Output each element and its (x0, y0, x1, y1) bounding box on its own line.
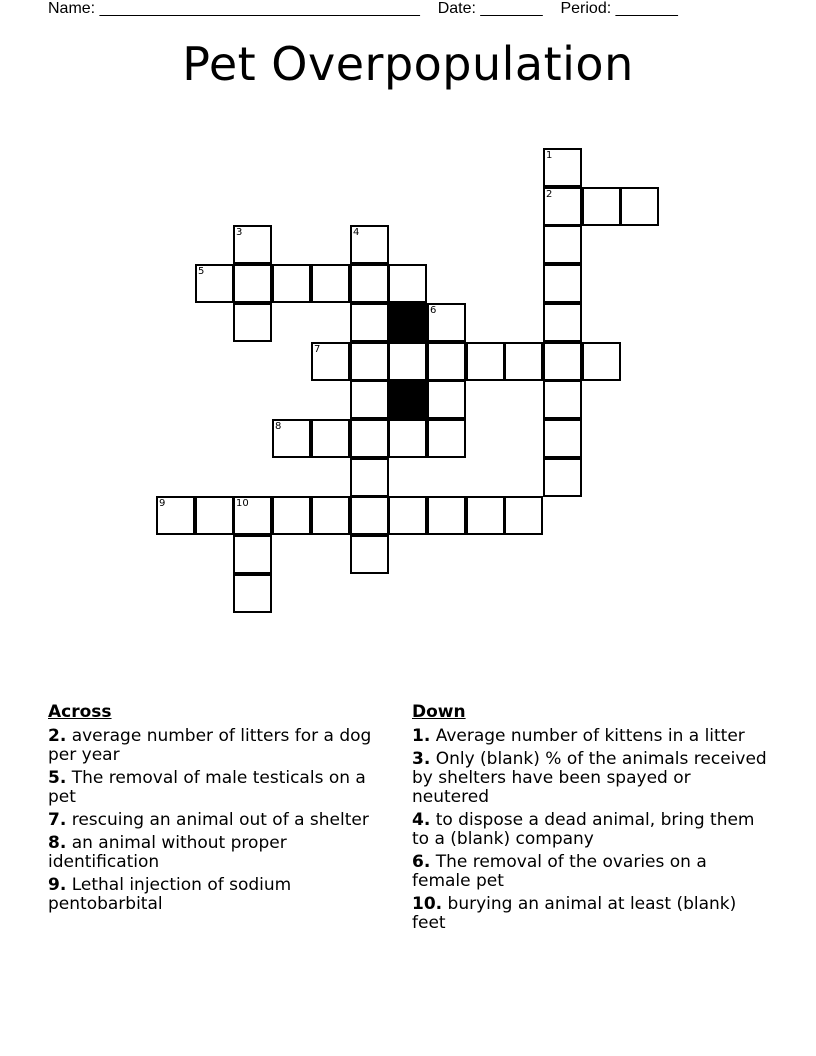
clue-text: an animal without proper identification (48, 833, 287, 872)
grid-cell[interactable] (543, 458, 582, 497)
grid-cell[interactable] (350, 458, 389, 497)
grid-cell[interactable] (233, 264, 272, 303)
grid-cell[interactable] (233, 496, 272, 535)
grid-cell[interactable] (504, 342, 543, 381)
grid-cell[interactable] (350, 342, 389, 381)
grid-cell[interactable] (620, 187, 659, 226)
grid-cell[interactable] (233, 574, 272, 613)
clue-number: 1. (412, 726, 431, 746)
clue-text: rescuing an animal out of a shelter (71, 810, 369, 830)
grid-cell[interactable] (156, 496, 195, 535)
clue-across-8 (48, 834, 390, 872)
clue-across-7 (48, 811, 390, 830)
grid-cell[interactable] (195, 264, 234, 303)
clue-down-6 (412, 853, 768, 891)
grid-cell[interactable] (543, 225, 582, 264)
grid-cell[interactable] (388, 496, 427, 535)
cell-number: 3 (236, 227, 243, 238)
down-clues (412, 702, 768, 937)
grid-cell[interactable] (350, 225, 389, 264)
grid-cell[interactable] (427, 419, 466, 458)
clue-text: Average number of kittens in a litter (435, 726, 745, 746)
clue-across-2 (48, 727, 390, 765)
grid-cell[interactable] (350, 535, 389, 574)
clue-number: 8. (48, 833, 67, 853)
clue-down-10 (412, 895, 768, 933)
across-clues (48, 702, 390, 918)
clue-number: 9. (48, 875, 67, 895)
clue-number: 7. (48, 810, 67, 830)
grid-cell[interactable] (543, 148, 582, 187)
grid-cell[interactable] (388, 342, 427, 381)
grid-cell[interactable] (543, 380, 582, 419)
clue-number: 4. (412, 810, 431, 830)
blocked-cell (388, 303, 427, 342)
grid-cell[interactable] (582, 187, 621, 226)
student-info-header (48, 0, 768, 18)
puzzle-title: Pet Overpopulation (182, 37, 634, 91)
cell-number: 10 (236, 498, 249, 509)
grid-cell[interactable] (427, 380, 466, 419)
down-heading: Down (412, 702, 466, 722)
cell-number: 6 (430, 305, 437, 316)
clue-number: 2. (48, 726, 67, 746)
grid-cell[interactable] (543, 303, 582, 342)
grid-cell[interactable] (311, 264, 350, 303)
grid-cell[interactable] (543, 342, 582, 381)
clue-down-1 (412, 727, 768, 746)
clue-text: burying an animal at least (blank) feet (412, 894, 737, 933)
clue-down-4 (412, 811, 768, 849)
period-field-label[interactable]: Period: _______ (560, 0, 678, 17)
grid-cell[interactable] (543, 419, 582, 458)
grid-cell[interactable] (272, 419, 311, 458)
grid-cell[interactable] (543, 187, 582, 226)
date-field-label[interactable]: Date: _______ (437, 0, 543, 17)
grid-cell[interactable] (233, 535, 272, 574)
cell-number: 5 (198, 266, 205, 277)
clue-number: 6. (412, 852, 431, 872)
across-heading: Across (48, 702, 112, 722)
grid-cell[interactable] (427, 303, 466, 342)
grid-cell[interactable] (233, 225, 272, 264)
grid-cell[interactable] (466, 342, 505, 381)
clue-text: The removal of male testicals on a pet (48, 768, 366, 807)
cell-number: 8 (275, 421, 282, 432)
clue-text: The removal of the ovaries on a female pet (412, 852, 707, 891)
grid-cell[interactable] (272, 264, 311, 303)
cell-number: 9 (159, 498, 166, 509)
cell-number: 7 (314, 344, 321, 355)
grid-cell[interactable] (582, 342, 621, 381)
clue-text: Only (blank) % of the animals received by shelters have been spayed or neutered (412, 749, 767, 807)
blocked-cell (388, 380, 427, 419)
grid-cell[interactable] (311, 496, 350, 535)
clue-number: 3. (412, 749, 431, 769)
cell-number: 4 (353, 227, 360, 238)
clue-text: average number of litters for a dog per year (48, 726, 372, 765)
clue-text: Lethal injection of sodium pentobarbital (48, 875, 292, 914)
grid-cell[interactable] (350, 380, 389, 419)
grid-cell[interactable] (311, 419, 350, 458)
grid-cell[interactable] (350, 419, 389, 458)
cell-number: 1 (546, 150, 553, 161)
grid-cell[interactable] (388, 419, 427, 458)
grid-cell[interactable] (272, 496, 311, 535)
grid-cell[interactable] (233, 303, 272, 342)
clue-number: 5. (48, 768, 67, 788)
grid-cell[interactable] (195, 496, 234, 535)
grid-cell[interactable] (350, 496, 389, 535)
clue-text: to dispose a dead animal, bring them to a (blank) company (412, 810, 755, 849)
clue-down-3 (412, 750, 768, 807)
grid-cell[interactable] (350, 303, 389, 342)
grid-cell[interactable] (543, 264, 582, 303)
grid-cell[interactable] (311, 342, 350, 381)
grid-cell[interactable] (504, 496, 543, 535)
grid-cell[interactable] (427, 496, 466, 535)
name-field-label[interactable]: Name: ____________________________________ (48, 0, 420, 17)
grid-cell[interactable] (350, 264, 389, 303)
cell-number: 2 (546, 189, 553, 200)
grid-cell[interactable] (427, 342, 466, 381)
clue-across-9 (48, 876, 390, 914)
clue-across-5 (48, 769, 390, 807)
grid-cell[interactable] (388, 264, 427, 303)
grid-cell[interactable] (466, 496, 505, 535)
clue-number: 10. (412, 894, 443, 914)
